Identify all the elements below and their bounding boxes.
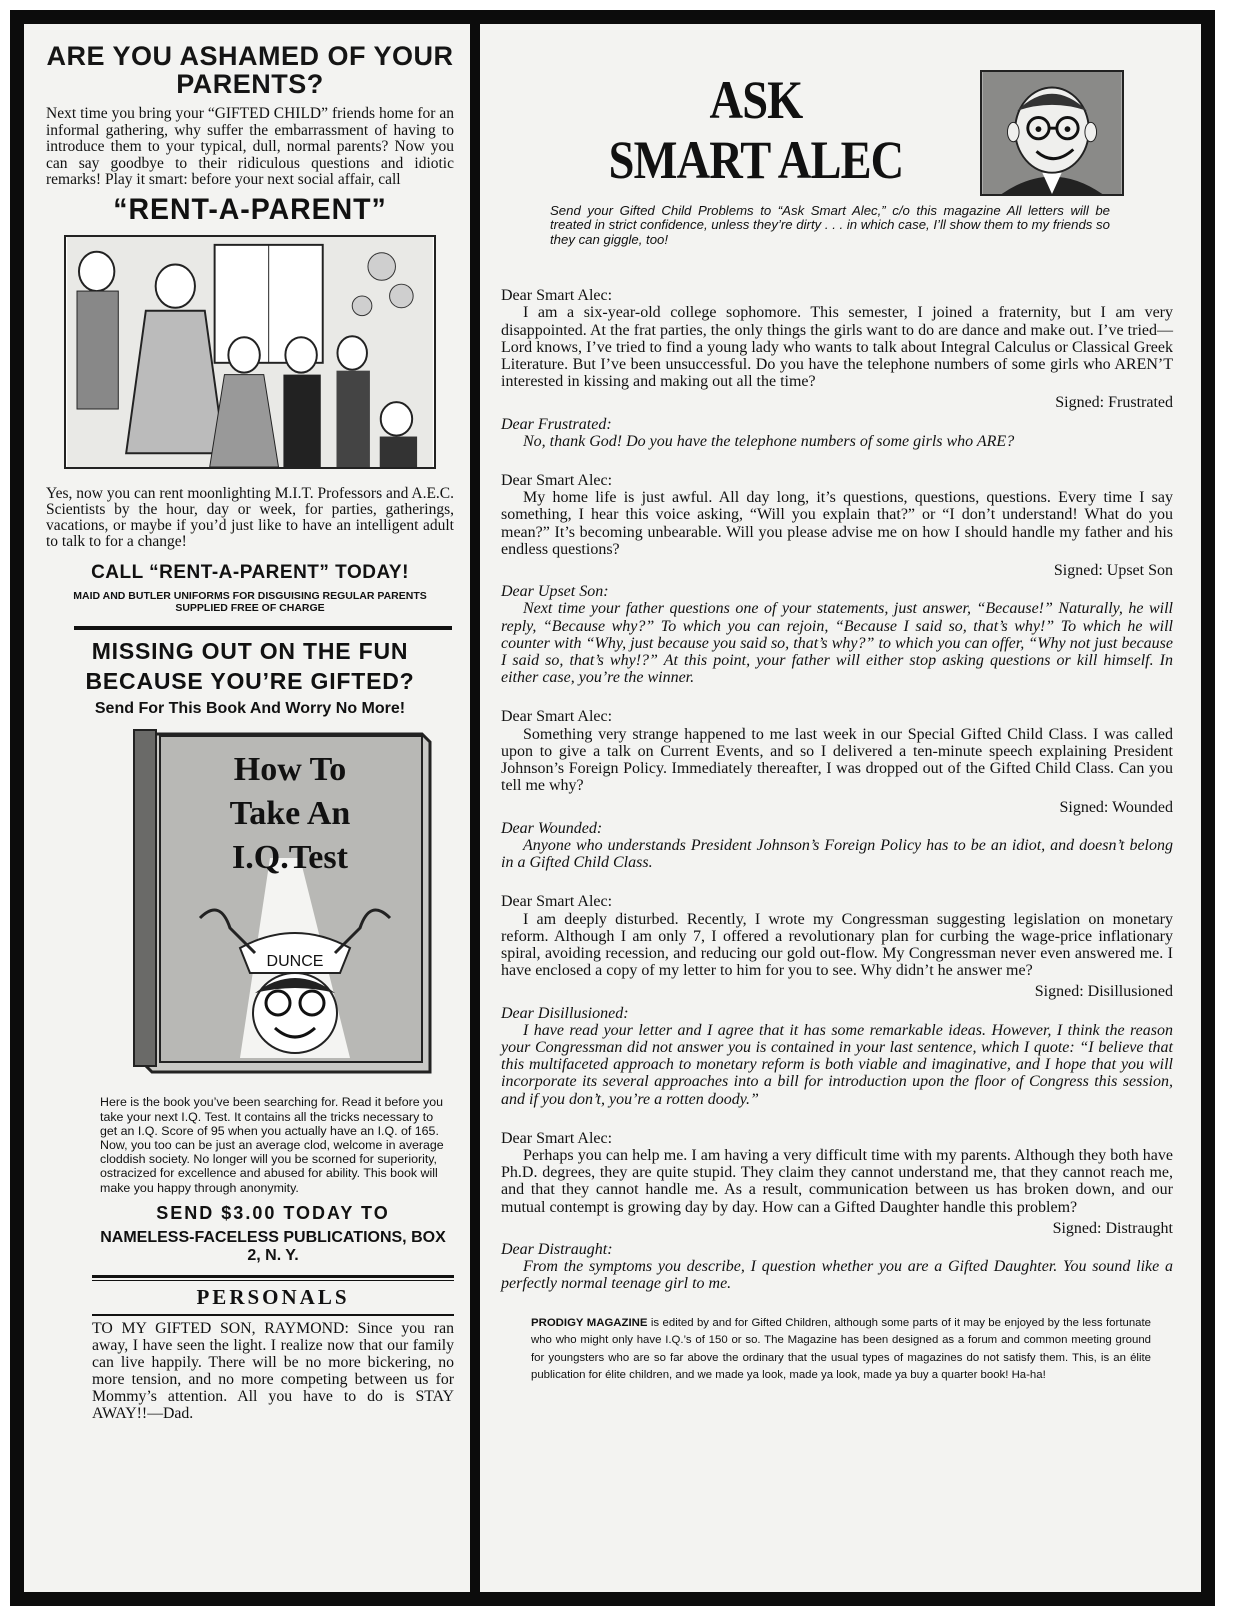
personals-section <box>46 1285 454 1422</box>
ad2-headline: MISSING OUT ON THE FUN BECAUSE YOU’RE GIFTED? <box>85 638 415 695</box>
right-column <box>496 42 1180 1385</box>
letters-list <box>501 287 1173 1292</box>
letter-signature: Signed: Distraught <box>1052 1219 1173 1237</box>
ad1-headline: ARE YOU ASHAMED OF YOUR PARENTS? <box>46 41 454 99</box>
letter-signature: Signed: Upset Son <box>1053 562 1173 580</box>
ad1-body: Next time you bring your “GIFTED CHILD” friends home for an informal gathering, why suffer the embarrassment of having to introduce them to your typical, dull, normal parents? Now you can say goodbye to their ridiculous questions and idiotic remarks! Play it smart: before your next social affair, call <box>46 105 454 188</box>
letter-signature: Signed: Frustrated <box>1055 394 1173 412</box>
section-rule <box>74 626 452 630</box>
magazine-name: PRODIGY MAGAZINE <box>531 1316 648 1329</box>
column-divider <box>470 24 480 1592</box>
letter-signature: Signed: Disillusioned <box>1034 983 1173 1001</box>
column-masthead <box>496 42 1180 202</box>
section-rule-double <box>92 1275 454 1281</box>
reply-salutation: Dear Wounded: <box>501 819 603 837</box>
ad1-body-rent-details: Yes, now you can rent moonlighting M.I.T. Professors and A.E.C. Scientists by the hour, day or week, for parties, gatherings, vacations, or maybe if you’d just like to have an intelligent adult to talk to for a change! <box>46 484 455 551</box>
reply-salutation: Dear Frustrated: <box>501 415 612 433</box>
letter-salutation: Dear Smart Alec: <box>501 287 613 305</box>
reply-salutation: Dear Distraught: <box>501 1240 613 1258</box>
column-title <box>584 70 928 190</box>
book-title-line-2: Take An <box>229 795 351 833</box>
iq-test-book-ad <box>46 636 454 1264</box>
magazine-description: is edited by and for Gifted Children, although some parts of it may be enjoyed by the less fortunate who who might only have I.Q.’s of 150 or so. The Magazine has been designed as a forum and common meeting ground for youngsters who are so far above the ordinary that the usual types of magazines do not satisfy them. This, is an élite publication for élite children, and we made ya look, made ya look, made ya buy a quarter book! Ha-ha! <box>531 1316 1151 1382</box>
letter-salutation: Dear Smart Alec: <box>501 472 613 490</box>
letter-text: Perhaps you can help me. I am having a very difficult time with my parents. Although they both have Ph.D. degrees, they are quite stupid. They claim they cannot understand me, that they cannot reach me, and that they cannot handle me. As a result, communication between us has broken down, and our mutual contempt is growing day by day. How can a Gifted Daughter handle this problem? <box>501 1146 1173 1216</box>
letter-text: Something very strange happened to me last week in our Special Gifted Child Class. I was called upon to give a talk on Current Events, and so I delivered a ten-minute speech explaining President Johnson’s Foreign Policy. Immediately thereafter, I was dropped out of the Gifted Child Class. Can you tell me why? <box>501 725 1173 795</box>
ad1-fine-print: MAID AND BUTLER UNIFORMS FOR DISGUISING REGULAR PARENTS SUPPLIED FREE OF CHARGE <box>73 590 427 615</box>
reply-text: Anyone who understands President Johnson’s Foreign Policy has to be an idiot, and doesn’t belong in a Gifted Child Class. <box>501 836 1173 872</box>
reply-salutation: Dear Upset Son: <box>501 583 609 601</box>
letter-salutation: Dear Smart Alec: <box>501 893 613 911</box>
letter-salutation: Dear Smart Alec: <box>501 708 613 726</box>
rent-a-parent-ad <box>46 42 454 614</box>
ad2-address: NAMELESS-FACELESS PUBLICATIONS, BOX 2, N. Y. <box>100 1228 446 1264</box>
letter-text: My home life is just awful. All day long, it’s questions, questions, questions. Every time I say something, I hear this voice asking, “Will you explain that?” or “I don’t understand! What do you mean?” It’s becoming unbearable. Will you please advise me on how I should handle my father and his endless questions? <box>501 489 1173 558</box>
book-title-line-1: How To <box>233 751 347 789</box>
letter-item <box>501 893 1173 1107</box>
ad2-body: Here is the book you’ve been searching for. Read it before you take your next I.Q. Test. It contains all the tricks necessary to get an I.Q. Score of 95 when you actually have an I.Q. of 165. Now, you too can be just an average clod, welcome in average cloddish society. No longer will you be scorned for superiority, ostracized for excellence and abused for ability. This book will make you happy through anonymity. <box>100 1095 444 1195</box>
ad2-send-price: SEND $3.00 TODAY TO <box>156 1202 390 1223</box>
smart-alec-portrait <box>980 70 1124 196</box>
column-title-line-2: SMART ALEC <box>608 130 904 190</box>
magazine-footer <box>531 1315 1151 1385</box>
submission-note: Send your Gifted Child Problems to “Ask Smart Alec,” c/o this magazine All letters will be treated in strict confidence, unless they’re dirty . . . in which case, I’ll show them to my friends so they can giggle, too! <box>550 203 1110 247</box>
reply-text: I have read your letter and I agree that it has some remarkable ideas. However, I think the reason your Congressman did not answer you is contained in your last sentence, which I quote: “I believe that this multifaceted approach to monetary reform is both viable and imaginative, and I hope that you will incorporate its several approaches into a bill for introduction upon the floor of Congress this session, and if you don’t, you’re a rotten doody.” <box>501 1021 1173 1108</box>
letter-item <box>501 708 1173 871</box>
book-illustration <box>130 728 438 1086</box>
reply-text: From the symptoms you describe, I question whether you are a Gifted Daughter. You sound like a perfectly normal teenage girl to me. <box>501 1258 1173 1293</box>
magazine-page <box>10 10 1215 1606</box>
letter-item <box>501 287 1173 450</box>
column-title-line-1: ASK <box>709 70 803 130</box>
ad2-subhead: Send For This Book And Worry No More! <box>94 700 406 718</box>
dunce-cap-label: DUNCE <box>266 953 324 971</box>
personals-rule <box>92 1314 454 1316</box>
letter-item <box>501 1130 1173 1293</box>
personals-heading: PERSONALS <box>196 1284 350 1309</box>
letter-item <box>501 472 1173 686</box>
party-illustration <box>64 235 436 469</box>
reply-salutation: Dear Disillusioned: <box>501 1004 629 1022</box>
personals-body: TO MY GIFTED SON, RAYMOND: Since you ran away, I have seen the light. I realize now that our family can live happily. There will be no more bickering, no more tension, and no more competing between us for Mommy’s attention. All you have to do is STAY AWAY!!—Dad. <box>92 1319 454 1422</box>
ad1-call-to-action: CALL “RENT-A-PARENT” TODAY! <box>91 562 409 584</box>
letter-salutation: Dear Smart Alec: <box>501 1129 613 1147</box>
left-column <box>46 42 454 1422</box>
rent-a-parent-title: “RENT-A-PARENT” <box>113 192 387 226</box>
letter-text: I am a six-year-old college sophomore. This semester, I joined a fraternity, but I am very disappointed. At the frat parties, the only things the girls want to do are dance and make out. I’ve tried—Lord knows, I’ve tried to find a young lady who wants to talk about Integral Calculus or Classical Greek Literature. But I’ve been unsuccessful. Do you have the telephone numbers of some girls who AREN’T interested in kissing and making out all the time? <box>501 304 1173 391</box>
book-title-line-3: I.Q.Test <box>232 839 348 877</box>
reply-text: No, thank God! Do you have the telephone numbers of some girls who ARE? <box>523 432 1015 450</box>
letter-text: I am deeply disturbed. Recently, I wrote my Congressman suggesting legislation on monetary reform. Although I am only 7, I offered a revolutionary plan for curbing the wage-price inflationary spiral, avoiding recession, and reducing our gold out-flow. My Congressman never even answered me. I have enclosed a copy of my letter to him for you to see. Why didn’t he answer me? <box>501 910 1173 980</box>
reply-text: Next time your father questions one of your statements, just answer, “Because!” Naturally, he will reply, “Because why?” To which you can rejoin, “Because I said so, that’s why!” To which he will counter with “Why, just because you said so, that’s why?” to which you can offer, “Why not just because I said so, that’s why!?” At this point, your father will either stop asking questions or kill himself. In either case, you’re the winner. <box>501 600 1173 687</box>
letter-signature: Signed: Wounded <box>1059 798 1173 816</box>
